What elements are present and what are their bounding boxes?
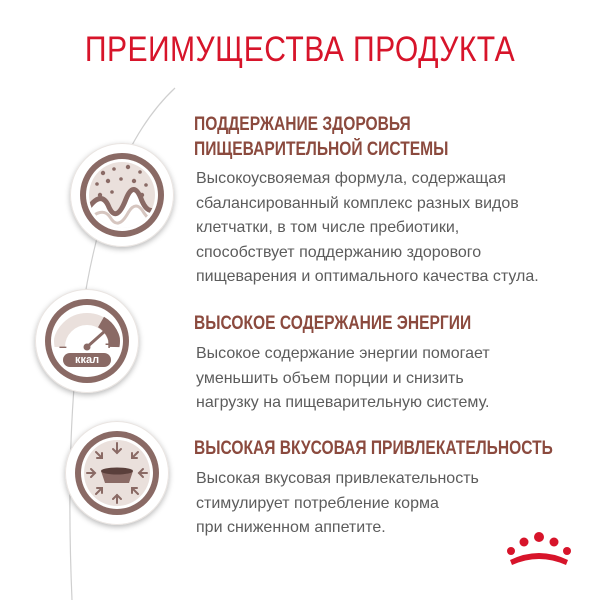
feature-text-palatability-line1: Высокая вкусовая привлекательность bbox=[196, 470, 479, 487]
feature-text-digestive-line1: Высокоусвояемая формула, содержащая bbox=[196, 170, 506, 187]
digestive-health-icon bbox=[70, 143, 174, 247]
feature-text-palatability-line2: стимулирует потребление корма bbox=[196, 494, 439, 512]
feature-title-palatability: ВЫСОКАЯ ВКУСОВАЯ ПРИВЛЕКАТЕЛЬНОСТЬ bbox=[194, 438, 553, 459]
gauge-unit-label: ккал bbox=[74, 354, 100, 366]
energy-gauge-icon bbox=[35, 289, 139, 393]
feature-text-energy-line3: нагрузку на пищеварительную систему. bbox=[196, 394, 490, 411]
feature-text-digestive-line3: клетчатки, в том числе пребиотики, bbox=[196, 219, 460, 236]
feature-title-digestive-line1: ПОДДЕРЖАНИЕ ЗДОРОВЬЯ bbox=[194, 114, 411, 135]
palatability-bowl-icon bbox=[65, 421, 169, 525]
gauge-plus-label: + bbox=[105, 336, 114, 352]
feature-text-palatability-line3: при сниженном аппетите. bbox=[196, 519, 386, 536]
page-title: ПРЕИМУЩЕСТВА ПРОДУКТА bbox=[84, 30, 516, 69]
royal-canin-crown-logo bbox=[500, 530, 578, 570]
feature-title-energy: ВЫСОКОЕ СОДЕРЖАНИЕ ЭНЕРГИИ bbox=[194, 313, 472, 334]
feature-text-digestive-line2: сбалансированный комплекс разных видов bbox=[196, 194, 519, 212]
feature-text-digestive-line4: способствует поддержанию здорового bbox=[196, 243, 482, 261]
gauge-minus-label: – bbox=[59, 338, 67, 354]
feature-text-energy-line1: Высокое содержание энергии помогает bbox=[196, 345, 490, 362]
feature-text-energy-line2: уменьшить объем порции и снизить bbox=[196, 369, 464, 387]
feature-text-digestive-line5: пищеварения и оптимального качества стула. bbox=[196, 268, 539, 285]
feature-title-digestive-line2: ПИЩЕВАРИТЕЛЬНОЙ СИСТЕМЫ bbox=[194, 139, 449, 160]
